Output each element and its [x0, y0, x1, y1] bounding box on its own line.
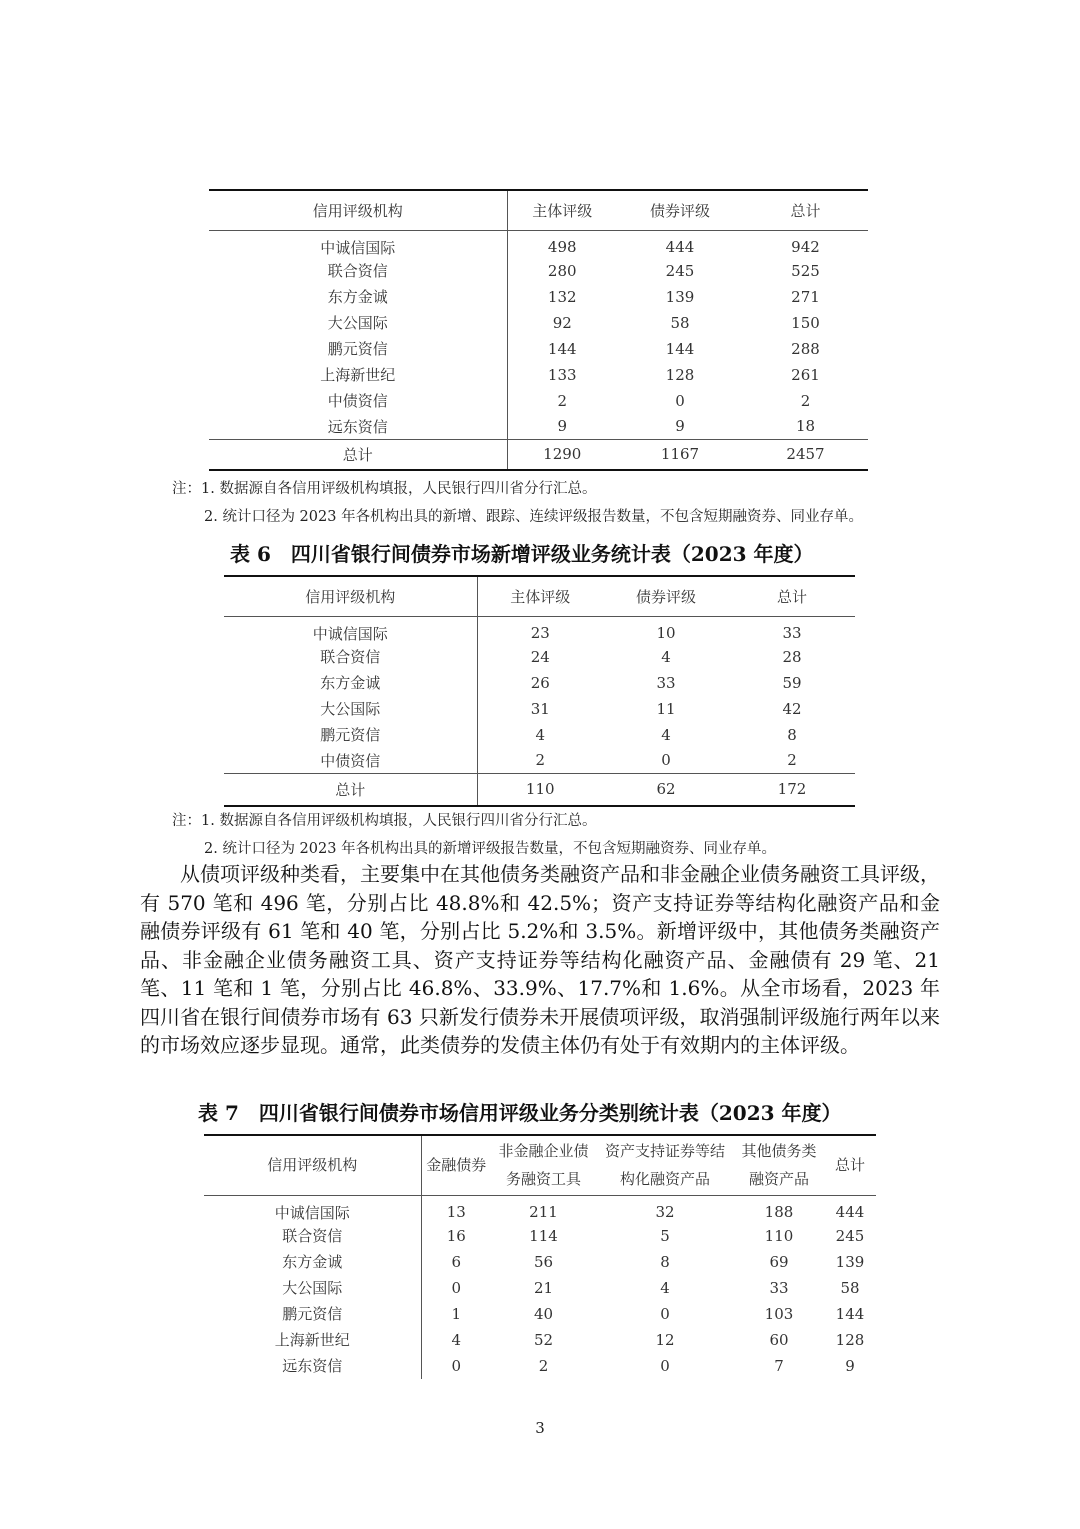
table-cell: 远东资信 — [204, 1353, 421, 1379]
table-cell: 2457 — [743, 440, 868, 470]
table-cell: 总计 — [224, 774, 477, 806]
header-cell: 资产支持证券等结 构化融资产品 — [596, 1135, 734, 1195]
table-cell: 中债资信 — [209, 388, 507, 414]
table-cell: 280 — [547, 261, 577, 280]
table-cell: 144 — [665, 339, 695, 358]
table-cell: 11 — [656, 699, 676, 718]
table-row — [204, 1249, 876, 1275]
table-cell: 2 — [787, 751, 797, 770]
table-cell: 联合资信 — [209, 258, 507, 284]
table-6-note-1: 注：1. 数据源自各信用评级机构填报，人民银行四川省分行汇总。 — [172, 813, 597, 829]
table-header-row — [204, 1135, 876, 1195]
table-cell: 总计 — [209, 440, 507, 470]
table-cell: 144 — [547, 339, 577, 358]
table-cell: 0 — [451, 1278, 462, 1297]
table-row — [209, 310, 868, 336]
table-cell: 32 — [655, 1203, 675, 1221]
header-cell: 总计 — [729, 576, 855, 616]
table-cell: 942 — [791, 238, 820, 256]
table-cell: 联合资信 — [224, 644, 477, 670]
table-cell: 139 — [835, 1252, 865, 1271]
table-cell: 128 — [835, 1330, 865, 1349]
table-cell: 62 — [603, 774, 729, 806]
table-cell: 211 — [529, 1203, 558, 1221]
header-cell: 主体评级 — [477, 576, 603, 616]
table-cell: 139 — [665, 287, 695, 306]
table-cell: 24 — [530, 647, 550, 666]
table-cell: 110 — [764, 1226, 794, 1245]
table-row — [209, 258, 868, 284]
table-5 — [209, 189, 868, 471]
table-cell: 联合资信 — [204, 1223, 421, 1249]
table-cell: 444 — [835, 1203, 865, 1221]
table-cell: 92 — [552, 313, 572, 332]
table-cell: 58 — [670, 313, 690, 332]
table-row — [209, 336, 868, 362]
header-cell: 主体评级 — [507, 190, 617, 230]
table-cell: 288 — [791, 339, 820, 358]
table-cell: 525 — [791, 261, 820, 280]
table-cell: 4 — [535, 725, 546, 744]
table-6-note-2: 2. 统计口径为 2023 年各机构出具的新增评级报告数量，不包含短期融资券、同业存单。 — [204, 841, 777, 857]
table-cell: 245 — [835, 1226, 865, 1245]
table-cell: 110 — [477, 774, 603, 806]
table-row — [204, 1353, 876, 1379]
table-row — [209, 388, 868, 414]
table-cell: 9 — [845, 1356, 855, 1375]
table-cell: 大公国际 — [204, 1275, 421, 1301]
table-cell: 1167 — [617, 440, 743, 470]
table-cell: 245 — [665, 261, 695, 280]
table-cell: 4 — [661, 647, 671, 666]
table-cell: 2 — [538, 1356, 549, 1375]
table-cell: 9 — [675, 417, 685, 436]
table-cell: 1290 — [507, 440, 617, 470]
table-cell: 4 — [660, 1278, 670, 1297]
table-row — [224, 722, 855, 748]
table-cell: 中诚信国际 — [204, 1195, 421, 1223]
table-cell: 16 — [446, 1226, 466, 1245]
table-row — [204, 1327, 876, 1353]
table-cell: 18 — [795, 417, 816, 436]
table-cell: 33 — [769, 1278, 789, 1297]
table-cell: 7 — [774, 1356, 784, 1375]
table-cell: 东方金诚 — [209, 284, 507, 310]
table-cell: 0 — [451, 1356, 462, 1375]
table-row — [224, 616, 855, 644]
table-cell: 鹏元资信 — [224, 722, 477, 748]
table-cell: 23 — [530, 624, 550, 642]
table-cell: 42 — [782, 699, 802, 718]
header-cell: 非金融企业债 务融资工具 — [491, 1135, 596, 1195]
table-cell: 40 — [533, 1304, 554, 1323]
table-row — [204, 1301, 876, 1327]
table-header-row — [209, 190, 868, 230]
table-cell: 28 — [782, 647, 802, 666]
table-cell: 12 — [655, 1330, 675, 1349]
header-cell: 其他债务类 融资产品 — [734, 1135, 824, 1195]
table-row — [204, 1223, 876, 1249]
table-cell: 中债资信 — [224, 748, 477, 774]
table-cell: 0 — [660, 1304, 670, 1323]
table-cell: 498 — [547, 238, 577, 256]
table-cell: 上海新世纪 — [209, 362, 507, 388]
table-cell: 144 — [835, 1304, 865, 1323]
table-cell: 31 — [530, 699, 550, 718]
table-row — [209, 230, 868, 258]
header-cell: 总计 — [743, 190, 868, 230]
table-cell: 261 — [791, 365, 820, 384]
table-row — [209, 362, 868, 388]
table-7 — [204, 1134, 876, 1379]
table-cell: 26 — [530, 673, 550, 692]
table-7-caption: 表 7 四川省银行间债券市场信用评级业务分类别统计表（2023 年度） — [198, 1101, 842, 1125]
table-cell: 271 — [791, 287, 820, 306]
table-row — [204, 1195, 876, 1223]
table-cell: 6 — [451, 1252, 462, 1271]
table-cell: 8 — [787, 725, 797, 744]
table-cell: 鹏元资信 — [204, 1301, 421, 1327]
table-total-row — [209, 440, 868, 470]
table-cell: 9 — [557, 417, 568, 436]
table-cell: 133 — [547, 365, 577, 384]
table-cell: 21 — [533, 1278, 554, 1297]
table-header-row — [224, 576, 855, 616]
table-cell: 4 — [661, 725, 671, 744]
table-cell: 中诚信国际 — [224, 616, 477, 644]
table-cell: 0 — [661, 751, 671, 770]
table-cell: 172 — [729, 774, 855, 806]
table-cell: 10 — [656, 624, 676, 642]
table-cell: 13 — [446, 1203, 466, 1221]
table-cell: 中诚信国际 — [209, 230, 507, 258]
table-6-caption: 表 6 四川省银行间债券市场新增评级业务统计表（2023 年度） — [230, 542, 814, 566]
table-cell: 33 — [782, 624, 802, 642]
table-cell: 大公国际 — [224, 696, 477, 722]
table-cell: 上海新世纪 — [204, 1327, 421, 1353]
table-cell: 2 — [557, 391, 568, 410]
page-number: 3 — [535, 1419, 545, 1437]
table-row — [204, 1275, 876, 1301]
header-cell: 债券评级 — [603, 576, 729, 616]
table-cell: 59 — [782, 673, 802, 692]
header-cell: 金融债券 — [421, 1135, 491, 1195]
table-cell: 0 — [660, 1356, 670, 1375]
table-6 — [224, 575, 855, 807]
table-row — [224, 644, 855, 670]
table-row — [209, 414, 868, 440]
table-cell: 0 — [675, 391, 685, 410]
table-cell: 东方金诚 — [204, 1249, 421, 1275]
header-cell: 债券评级 — [617, 190, 743, 230]
table-cell: 128 — [665, 365, 695, 384]
table-5-note-2: 2. 统计口径为 2023 年各机构出具的新增、跟踪、连续评级报告数量，不包含短期融资券、同业存单。 — [204, 509, 864, 525]
table-cell: 大公国际 — [209, 310, 507, 336]
table-cell: 8 — [660, 1252, 670, 1271]
table-cell: 东方金诚 — [224, 670, 477, 696]
table-total-row — [224, 774, 855, 806]
table-cell: 103 — [764, 1304, 794, 1323]
table-cell: 远东资信 — [209, 414, 507, 440]
body-paragraph: 从债项评级种类看，主要集中在其他债务类融资产品和非金融企业债务融资工具评级，有 570 笔和 496 笔，分别占比 48.8%和 42.5%；资产支持证券等结构化融资产品和金融债券评级有 61 笔和 40 笔，分别占比 5.2%和 3.5%。新增评级中，其他债务类融资产品、非金融企业债务融资工具、资产支持证券等结构化融资产品、金融债有 29 笔、21 笔、11 笔和 1 笔，分别占比 46.8%、33.9%、17.7%和 1.6%。从全市场看，2023 年四川省在银行间债券市场有 63 只新发行债券未开展债项评级，取消强制评级施行两年以来的市场效应逐步显现。通常，此类债券的发债主体仍有处于有效期内的主体评级。 — [140, 862, 940, 1057]
table-cell: 33 — [656, 673, 676, 692]
table-cell: 150 — [791, 313, 820, 332]
table-cell: 114 — [529, 1226, 558, 1245]
table-cell: 5 — [660, 1226, 670, 1245]
table-5-note-1: 注：1. 数据源自各信用评级机构填报，人民银行四川省分行汇总。 — [172, 481, 597, 497]
header-cell: 信用评级机构 — [224, 576, 477, 616]
table-cell: 58 — [840, 1278, 860, 1297]
table-row — [224, 670, 855, 696]
table-cell: 1 — [451, 1304, 462, 1323]
table-cell: 52 — [533, 1330, 554, 1349]
table-cell: 4 — [451, 1330, 462, 1349]
header-cell: 信用评级机构 — [204, 1135, 421, 1195]
table-cell: 444 — [665, 238, 695, 256]
table-row — [224, 748, 855, 774]
table-cell: 69 — [769, 1252, 789, 1271]
table-cell: 2 — [800, 391, 811, 410]
table-row — [224, 696, 855, 722]
table-cell: 188 — [764, 1203, 794, 1221]
header-cell: 信用评级机构 — [209, 190, 507, 230]
table-row — [209, 284, 868, 310]
header-cell: 总计 — [824, 1135, 876, 1195]
table-cell: 60 — [769, 1330, 789, 1349]
table-cell: 鹏元资信 — [209, 336, 507, 362]
table-cell: 2 — [535, 751, 546, 770]
table-cell: 56 — [533, 1252, 554, 1271]
table-cell: 132 — [547, 287, 577, 306]
